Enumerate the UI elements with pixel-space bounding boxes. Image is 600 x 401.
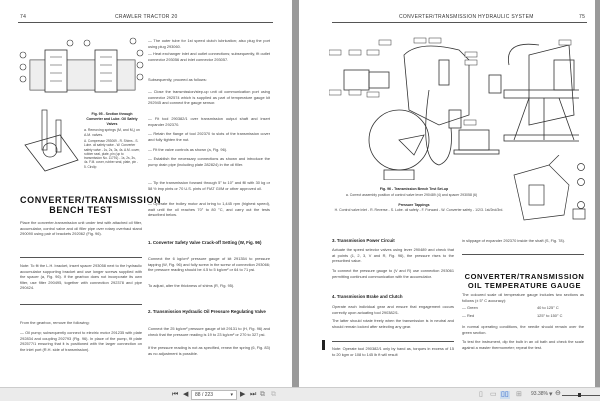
paragraph: — Tip the transmission forward through 5° to 10° and fill with 30 kg or 58 ½ imp pints or 70 U.S. pints of FIAT GI/M or other approved oil. — [148, 180, 270, 191]
section-title-bench-test: CONVERTER/TRANSMISSION BENCH TEST — [20, 195, 162, 215]
test2-title: 2. Transmission Hydraulic Oil Pressure Regulating Valve — [148, 309, 266, 314]
copy-view-icon[interactable]: ⧉ — [260, 391, 265, 398]
two-page-continuous-icon[interactable]: ⊞ — [516, 391, 522, 398]
fig95-legend: A. Compressor 293069 - R. Shims - S. Lube. oil safety valve - W. Converter safety valve - 1s, 2s, 3s, 4s. A.M. cover, rubber seal, plate, pin (up to transmission No. 11791) - 1s, 2s, 3s, 4s. F.M. cover, rubber seal, plate, pin - 5. Circlip — [84, 139, 140, 169]
note-rule — [332, 341, 454, 342]
right-page — [299, 0, 595, 387]
fig96a-lever-drawing — [509, 155, 589, 225]
header-rule — [18, 22, 273, 23]
remove-intro: From the gearbox, remove the following: — [20, 320, 90, 325]
red-label: — Red — [462, 313, 475, 318]
fig95-note-a: a. Removing springs (M, and M₁) on A.M. valves. — [84, 128, 140, 137]
note-rule-top — [20, 257, 142, 258]
zoom-slider-handle[interactable] — [578, 393, 581, 397]
fig96-note-a: a. Correct assembly position of control valve lever 290489 (4) and spacer 293058 (6) — [345, 193, 478, 197]
running-header: CRAWLER TRACTOR 20 — [115, 14, 178, 20]
green-label: — Green — [462, 305, 478, 310]
paragraph: Subsequently, proceed as follows: — [148, 77, 207, 82]
paragraph: — Retain the flange of tool 292370 to slots of the transmission cover and fully tighten the nut. — [148, 131, 270, 142]
paste-view-icon[interactable]: ⧉ — [271, 391, 276, 398]
last-page-icon[interactable]: ⏭ — [250, 391, 257, 398]
page-field-value: 88 / 223 — [195, 392, 214, 398]
fig95a-valve-drawing — [20, 105, 80, 173]
paragraph: — Establish the necessary connections as shown and introduce the pump drain pipe (including plate 282824) in the oil filler. — [148, 156, 270, 167]
viewer-toolbar — [0, 387, 600, 401]
page-number: 75 — [579, 14, 586, 20]
test3-body: Actuate the speed selector valves using lever 290489 and check that at points (1, 2, 3, V and R, Fig. 96), the pressure rises to the prescribed value. — [332, 247, 454, 264]
paragraph: — Close the transmission/step-up unit oil communication port using connector 292574 which is supplied as part of temperature gauge kit 292945 and connect the gauge sensor. — [148, 89, 270, 106]
bench-test-intro: Place the converter-transmission unit under test with attached oil filter, accumulator, control valve and oil filler pipe over rotary overhaul stand 290090 using pair of brackets 292062 (Fig. 96). — [20, 220, 142, 237]
test2-body: Connect the 25 kg/cm² pressure gauge of kit 29131 to (H, Fig. 96) and check that the pressure reading is 19 to 23 kg/cm² or 270 to 327 psi. — [148, 326, 270, 337]
test1-body: Connect the 6 kg/cm² pressure gauge of kit 291354 to pressure tapping (W, Fig. 96) and fully screw in the screw of connection 293066; the pressure reading should be 4.5 to 5 kg/cm² or 64 to 71 psi. — [148, 256, 270, 273]
fig95-caption: Fig. 95 - Section through Converter and Lube. Oil Safety Valves — [86, 112, 138, 126]
fig96-caption: Fig. 96 - Transmission Bench Test Set-up — [379, 187, 449, 191]
two-page-view-icon[interactable]: ▯▯ — [501, 391, 509, 398]
bench-test-note: Note: To fit the L.H. bracket, insert spacer 293058 next to the hydraulic accumulator supporting bracket and use longer screws supplied with the spacer (a, Fig. 96). If the gearbox does not incorporate its own filter, use filter 290495, together with connection 292378 and pipe 290424. — [20, 263, 142, 291]
page-dropdown-icon[interactable]: ▾ — [230, 392, 233, 398]
test4-note: Note: Operate tool 290382/1 only by hand as, torques in excess of 15 to 20 kgm or 108 to 145 lb ft will result — [332, 346, 454, 357]
test4-body: Operate each individual gear and ensure that engagement occurs correctly upon actuating tool 290382/1. — [332, 304, 454, 315]
change-bar-marker — [322, 340, 325, 350]
test4-title: 4. Transmission Brake and Clutch — [332, 294, 403, 299]
green-range: 40 to 125° C — [537, 305, 559, 310]
paragraph: — Fit tool 290382/1 over transmission output shaft and insert expander 292370. — [148, 116, 270, 127]
paragraph: — Fit the valve controls as shown (a, Fig. 96). — [148, 147, 228, 152]
fig95-section-drawing — [15, 35, 145, 100]
note-rule-bottom — [20, 304, 142, 305]
gauge-test: To test the instrument, dip the bulb in an oil bath and check the scale against a master thermometer; repeat the test. — [462, 339, 584, 350]
test1-adjust: To adjust, alter the thickness of shims (R, Fig. 95). — [148, 283, 235, 288]
continued-text: in slippage of expander 292370 inside the shaft (S, Fig. 78). — [462, 238, 565, 243]
gauge-normal: In normal operating conditions, the needle should remain over the green section. — [462, 324, 584, 335]
test2-note: If the pressure reading is not as specified, renew the spring (6, Fig. 83) as no adjustment is possible. — [148, 345, 270, 356]
zoom-dropdown-icon[interactable]: ▾ — [549, 391, 553, 398]
section-title-temperature-gauge: CONVERTER/TRANSMISSION OIL TEMPERATURE GAUGE — [464, 272, 585, 290]
paragraph: — The outer tube for 1st speed clutch lubrication; also plug the port using plug 293060. — [148, 38, 270, 49]
paragraph: — Heat exchanger inlet and outlet connections; subsequently, fit outlet connector 293056 and inlet connector 293057. — [148, 51, 270, 62]
test1-title: 1. Converter Safety Valve Crack-off Setting (W, Fig. 96) — [148, 240, 262, 245]
zoom-slider[interactable] — [562, 395, 600, 396]
continuous-page-icon[interactable]: ▭ — [490, 391, 497, 398]
gauge-intro: The coloured scale oil temperature gauge includes two sections as follows (± 5° C accuracy): — [462, 292, 584, 303]
test3-title: 3. Transmission Power Circuit — [332, 238, 395, 243]
test3-body2: To connect the pressure gauge to (V and R) use connection 293061 permitting continued communication with the accumulator. — [332, 268, 454, 279]
first-page-icon[interactable]: ⏮ — [172, 391, 179, 398]
single-page-icon[interactable]: ▯ — [479, 391, 483, 398]
section-rule — [462, 254, 584, 255]
running-header: CONVERTER/TRANSMISSION HYDRAULIC SYSTEM — [399, 14, 534, 20]
paragraph: — Operate the trolley motor and bring to 1,445 rpm (highest speed), wait until the oil reaches 70° to 80 °C, and carry out the tests described below. — [148, 201, 270, 218]
pressure-tappings-title: Pressure Tappings — [398, 203, 430, 207]
header-rule — [332, 22, 587, 23]
red-range: 125° to 150° C — [537, 313, 563, 318]
left-page — [0, 0, 292, 387]
test4-body2: The latter should rotate freely when the transmission is in neutral and should remain locked after selecting any gear. — [332, 318, 454, 329]
zoom-out-icon[interactable]: ⊖ — [555, 390, 561, 397]
previous-page-icon[interactable]: ◀ — [183, 391, 189, 398]
page-number: 74 — [20, 14, 27, 20]
page-number-input[interactable] — [191, 390, 237, 400]
next-page-icon[interactable]: ▶ — [240, 391, 246, 398]
remove-item: — Oil pump; subsequently connect to electric motor 291235 with plate 292834 and coupling 292793 (Fig. 96). In place of the pump, fit plate 292577/1 ensuring that it is positioned with the larger connection on the inlet port (R.H. side of transmission). — [20, 330, 142, 352]
zoom-level[interactable]: 93.38% — [531, 391, 548, 397]
pressure-tappings-legend: H. Control valve inlet - R. Reverse - S. Lube. oil safety - F. Forward - W. Converter safety - 1/2/3. 1st/2nd/3rd. — [334, 208, 504, 212]
